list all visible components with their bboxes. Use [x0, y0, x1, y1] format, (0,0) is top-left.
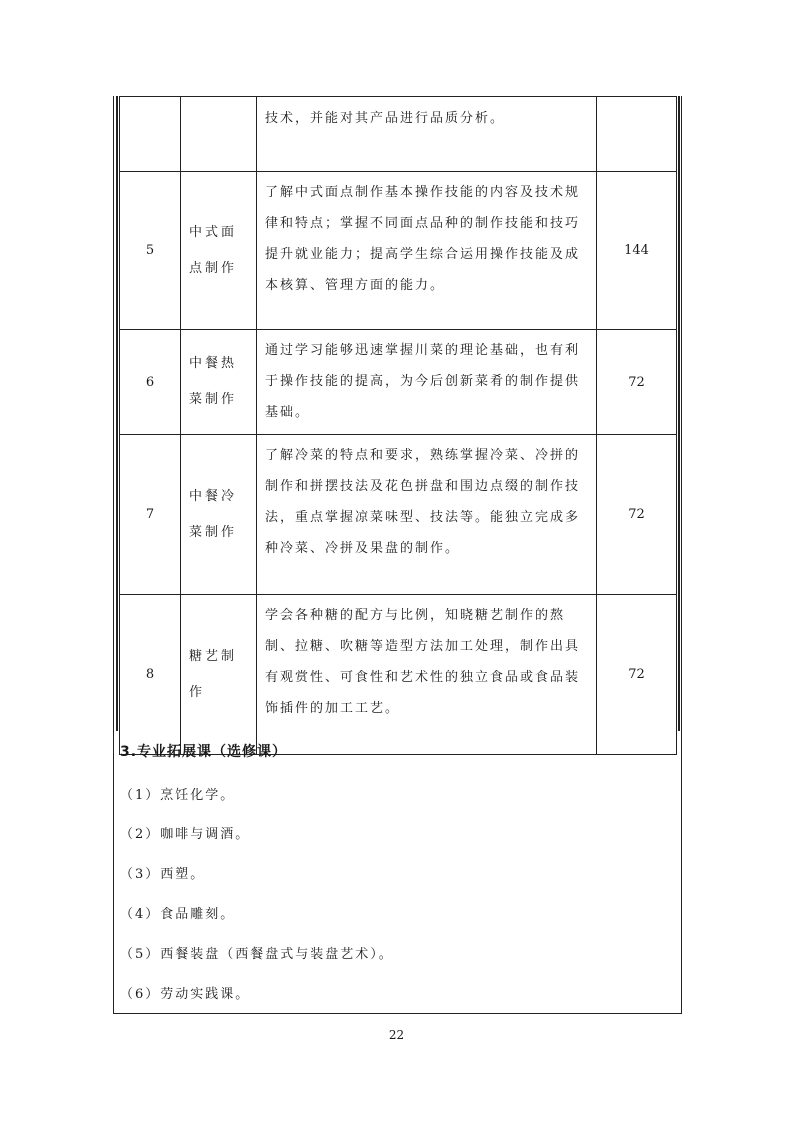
frame-right-rule	[678, 96, 680, 731]
table-row	[120, 172, 677, 330]
course-number: 6	[120, 330, 181, 435]
table-row	[120, 97, 677, 172]
elective-item: （1）烹饪化学。	[120, 788, 236, 803]
course-hours: 144	[597, 172, 677, 330]
course-hours: 72	[597, 330, 677, 435]
frame-left-rule	[116, 96, 118, 731]
course-description: 了解中式面点制作基本操作技能的内容及技术规律和特点；掌握不同面点品种的制作技能和技巧提升就业能力；提高学生综合运用操作技能及成本核算、管理方面的能力。	[257, 172, 597, 330]
course-hours: 72	[597, 595, 677, 755]
course-number: 5	[120, 172, 181, 330]
course-name: 中餐冷菜制作	[181, 435, 257, 595]
course-name	[181, 97, 257, 172]
course-table	[119, 96, 677, 755]
elective-item: （3）西塑。	[120, 867, 206, 882]
course-name: 中餐热菜制作	[181, 330, 257, 435]
course-hours	[597, 97, 677, 172]
elective-item: （6）劳动实践课。	[120, 987, 251, 1002]
course-number	[120, 97, 181, 172]
elective-item: （4）食品雕刻。	[120, 907, 236, 922]
table-row	[120, 330, 677, 435]
course-description: 通过学习能够迅速掌握川菜的理论基础，也有利于操作技能的提高，为今后创新菜肴的制作提供基础。	[257, 330, 597, 435]
course-hours: 72	[597, 435, 677, 595]
section-heading: 3.专业拓展课（选修课）	[120, 744, 288, 760]
course-name: 中式面点制作	[181, 172, 257, 330]
course-name: 糖艺制作	[181, 595, 257, 755]
course-number: 7	[120, 435, 181, 595]
table-row	[120, 435, 677, 595]
elective-item: （5）西餐装盘（西餐盘式与装盘艺术）。	[120, 947, 394, 962]
course-description: 学会各种糖的配方与比例，知晓糖艺制作的熬制、拉糖、吹糖等造型方法加工处理，制作出具有观赏性、可食性和艺术性的独立食品或食品装饰插件的加工工艺。	[257, 595, 597, 755]
course-description: 了解冷菜的特点和要求，熟练掌握冷菜、冷拼的制作和拼摆技法及花色拼盘和围边点缀的制作技法，重点掌握凉菜味型、技法等。能独立完成多种冷菜、冷拼及果盘的制作。	[257, 435, 597, 595]
elective-item: （2）咖啡与调酒。	[120, 827, 251, 842]
course-description: 技术，并能对其产品进行品质分析。	[257, 97, 597, 172]
table-row	[120, 595, 677, 755]
course-number: 8	[120, 595, 181, 755]
page-number: 22	[388, 1028, 405, 1042]
